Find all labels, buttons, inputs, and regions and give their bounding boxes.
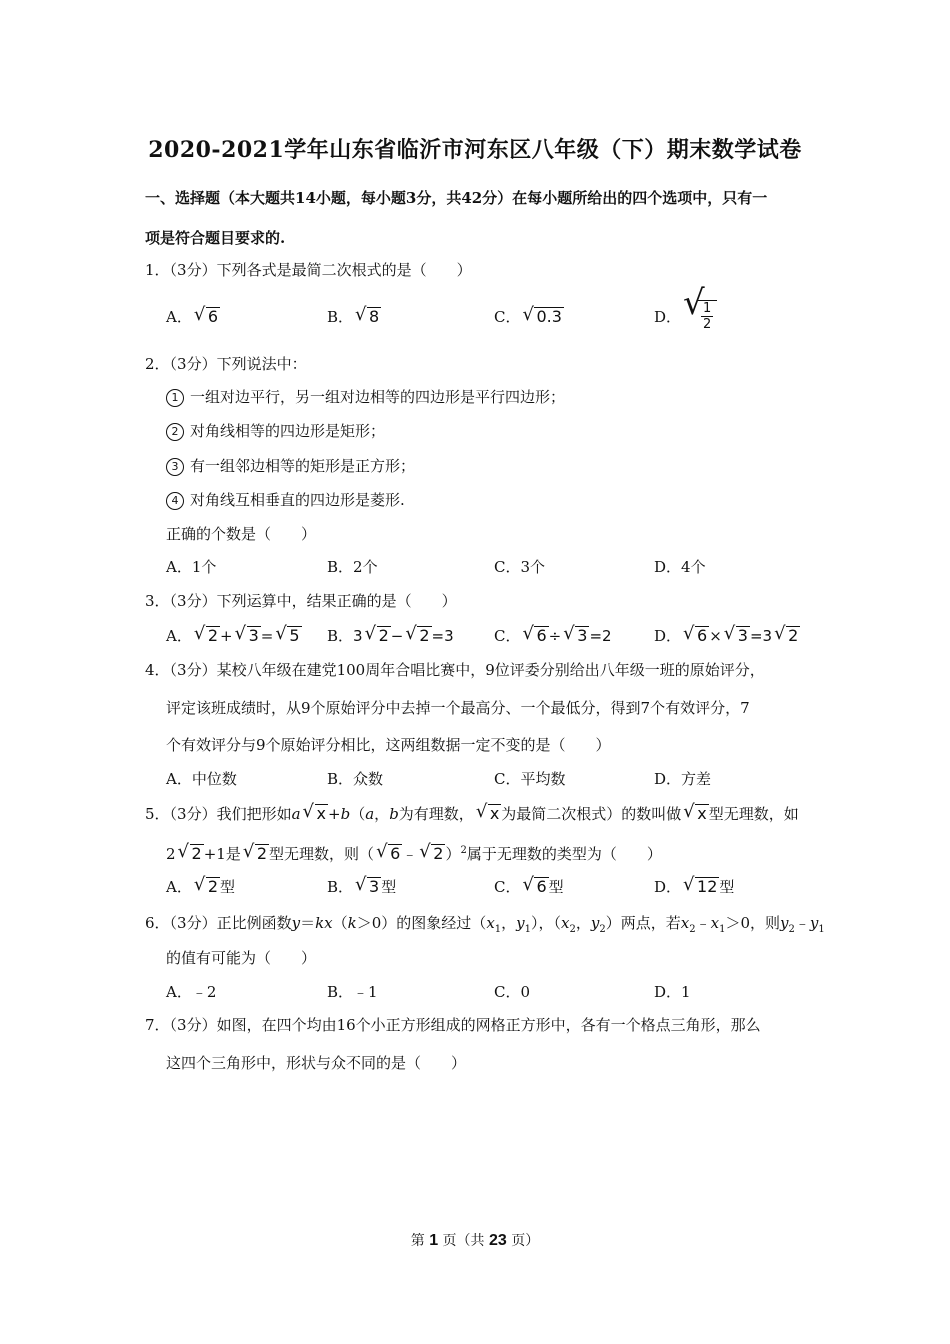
q3-b-label: B． [327,627,354,645]
q1-a-radicand: 6 [207,307,219,326]
q5-radicand-x-3: x [697,804,707,823]
q3-c-label: C． [494,627,521,645]
q1-d-label: D． [654,308,682,326]
q3-option-c [494,625,612,647]
q3-b-radicand-2: 2 [419,626,430,645]
q5-b-label: B． [327,878,354,896]
q6-text-3: ），（ [531,914,562,932]
q3-b-operator: − [390,627,404,645]
circled-number-3: 3 [166,458,184,476]
q4-line-2: 评定该班成绩时，从9个原始评分中去掉一个最高分、一个最低分，得到7个有效评分，7 [166,699,750,717]
q6-sub-7: 2 [788,924,795,935]
q4-option-d: D．方差 [654,770,712,788]
q3-a-equals: = [260,627,274,645]
q6-var-y: y [291,914,301,932]
q5-line-1 [145,803,799,825]
q1-option-a [166,306,220,328]
q3-a-radicand-3: 5 [289,626,300,645]
q5-text-1: 5．（3分）我们把形如 [145,805,292,823]
q5-c-radical [522,876,548,898]
q5-radicand-x-1: x [316,804,327,823]
q6-paren: （ [332,914,348,932]
q3-b-radical-2 [405,625,431,647]
q1-a-radical [194,306,220,328]
q5-coef-2: 2 [166,845,176,863]
q4-line-1: 4．（3分）某校八年级在建党100周年合唱比赛中，9位评委分别给出八年级一班的原始评分， [145,661,765,679]
q1-b-radical [355,306,381,328]
q3-c-radicand-1: 6 [536,626,547,645]
q3-b-radical-1 [365,625,391,647]
q6-sub-5: 2 [689,924,696,935]
q3-d-radical-2 [724,625,750,647]
q5-radical-x-3 [683,803,708,825]
q5-radical-6 [376,843,402,865]
q5-b-radical [355,876,381,898]
q5-text-2: （ [350,805,366,823]
q6-y2: y [590,914,600,932]
section-heading-line1: 一、选择题（本大题共14小题，每小题3分，共42分）在每小题所给出的四个选项中，只有一 [145,189,768,207]
q6-sub-2: 1 [524,924,532,935]
footer-page-number: 1 [429,1232,439,1249]
q5-exponent: 2 [460,845,467,856]
q2-statement-3-text: 有一组邻边相等的矩形是正方形； [190,457,416,475]
q3-a-radicand-2: 3 [248,626,259,645]
q2-option-a: A．1个 [166,558,217,576]
section-heading-line2: 项是符合题目要求的. [145,229,286,247]
q5-radicand-2a: 2 [191,844,202,863]
q5-c-label: C． [494,878,521,896]
q2-option-d: D．4个 [654,558,706,576]
q4-option-b: B．众数 [327,770,384,788]
q6-minus-1: ﹣ [695,914,711,932]
q6-minus-2: ﹣ [794,914,810,932]
q6-y1: y [516,914,525,932]
q3-d-radicand-3: 2 [788,626,799,645]
q6-option-b: B．﹣1 [327,983,378,1001]
q5-var-b: b [340,805,351,823]
q1-option-d [654,300,717,332]
q6-var-kx: kx [315,914,333,932]
q6-y2-b: y [780,914,789,932]
q2-option-b: B．2个 [327,558,378,576]
q6-text-1: 6．（3分）正比例函数 [145,914,292,932]
q6-var-k: k [347,914,357,932]
q3-c-radicand-2: 3 [577,626,588,645]
q1-d-radical [683,300,717,332]
q6-x1-b: x [710,914,720,932]
q5-b-radicand: 3 [369,877,380,896]
q6-x2: x [561,914,570,932]
q6-equals: ＝ [300,914,316,932]
page-footer [0,1230,950,1250]
q2-statement-2 [166,420,385,442]
q1-option-b [327,306,381,328]
q5-c-type: 型 [548,878,564,896]
q6-text-5: ＞0，则 [725,914,781,932]
q6-sub-4: 2 [599,924,606,935]
q5-option-c [494,876,564,898]
q5-radical-2a [178,843,204,865]
q6-sub-1: 1 [494,924,502,935]
q5-d-radicand: 12 [697,877,718,896]
q2-stem: 2．（3分）下列说法中： [145,355,307,373]
q5-radicand-6: 6 [390,844,401,863]
q5-option-d [654,876,734,898]
q1-d-numerator: √ 1 [703,301,712,316]
q3-stem: 3．（3分）下列运算中，结果正确的是（ ） [145,592,457,610]
q5-a-radicand: 2 [207,877,219,896]
q5-radical-2b [243,843,269,865]
q6-comma-1: ， [501,914,517,932]
q3-c-radical-1 [522,625,548,647]
q3-a-radicand-1: 2 [207,626,219,645]
q3-c-result: =2 [589,627,612,645]
q5-var-a: a [291,805,301,823]
q3-d-label: D． [654,627,682,645]
q2-statement-1 [166,386,565,408]
q3-a-label: A． [166,627,192,645]
q5-var-a-2: a [365,805,375,823]
q3-d-radical-1 [683,625,709,647]
q1-a-label: A． [166,308,192,326]
q6-line-1 [145,912,825,941]
q5-text-6: +1是 [203,845,241,863]
q2-statement-4-text: 对角线互相垂直的四边形是菱形. [190,491,405,509]
page-title: 2020-2021学年山东省临沂市河东区八年级（下）期末数学试卷 [148,137,802,163]
q1-d-denominator: 2 [703,317,712,332]
circled-number-4: 4 [166,492,184,510]
q5-var-b-2: b [389,805,399,823]
q3-a-radical-2 [235,625,261,647]
q5-minus: ﹣ [402,845,418,863]
q3-d-radicand-2: 3 [737,626,748,645]
footer-pre: 第 [410,1233,430,1249]
q6-sub-8: 1 [818,924,825,935]
q6-option-c: C．0 [494,983,531,1001]
q1-c-radicand: 0.3 [536,307,562,326]
q5-a-label: A． [166,878,192,896]
q5-radical-2c [419,843,445,865]
q5-line-2 [166,840,662,865]
q6-text-2: ＞0）的图象经过（ [356,914,487,932]
q3-c-radical-2 [563,625,589,647]
q2-statement-1-text: 一组对边平行，另一组对边相等的四边形是平行四边形； [190,388,566,406]
q6-sub-3: 2 [569,924,576,935]
q6-sub-6: 1 [719,924,726,935]
q3-b-result: =3 [431,627,454,645]
q3-b-radicand-1: 2 [378,626,389,645]
footer-post: 页） [506,1233,540,1249]
q3-a-radical-1 [194,625,220,647]
q3-a-operator: + [220,627,233,645]
q5-text-3: 为有理数， [398,805,474,823]
q4-option-a: A．中位数 [166,770,237,788]
q5-d-label: D． [654,878,682,896]
q5-option-b [327,876,396,898]
q3-option-a [166,625,302,647]
q6-option-d: D．1 [654,983,691,1001]
footer-total-pages: 23 [489,1232,507,1249]
q1-c-label: C． [494,308,521,326]
q5-d-type: 型 [719,878,735,896]
q5-a-radical [194,876,220,898]
q5-plus: + [328,805,341,823]
q5-text-5: 型无理数，如 [708,805,799,823]
q3-option-b [327,625,454,647]
q6-option-a: A．﹣2 [166,983,217,1001]
q5-b-type: 型 [381,878,397,896]
q5-radicand-x-2: x [489,804,500,823]
footer-mid: 页（共 [438,1233,489,1249]
q6-x1: x [486,914,495,932]
q3-c-operator: ÷ [548,627,562,645]
q5-d-radical [683,876,719,898]
q6-comma-2: ， [575,914,591,932]
q5-a-type: 型 [220,878,236,896]
q5-text-7: 型无理数，则（ [269,845,375,863]
q5-radicand-2c: 2 [433,844,444,863]
q2-statement-4 [166,489,405,511]
q3-a-radical-3 [275,625,301,647]
q3-d-operator: × [709,627,722,645]
q5-comma: ， [374,805,390,823]
q2-option-c: C．3个 [494,558,546,576]
q6-text-4: ）两点，若 [605,914,681,932]
circled-number-1: 1 [166,389,184,407]
q3-b-coefficient: 3 [353,627,363,645]
q3-option-d [654,625,800,647]
q1-d-fraction [701,301,713,332]
q6-y1-b: y [809,914,819,932]
q5-option-a [166,876,235,898]
q5-radical-x-2 [476,803,501,825]
q5-text-8: 属于无理数的类型为（ ） [466,845,662,863]
q1-b-label: B． [327,308,354,326]
q5-radical-x-1 [303,803,328,825]
q3-d-equals: =3 [749,627,773,645]
q2-ask: 正确的个数是（ ） [166,525,317,543]
q3-d-radicand-1: 6 [697,626,708,645]
q2-statement-3 [166,455,415,477]
q1-option-c [494,306,564,328]
q7-line-2: 这四个三角形中，形状与众不同的是（ ） [166,1054,467,1072]
q4-line-3: 个有效评分与9个原始评分相比，这两组数据一定不变的是（ ） [166,736,611,754]
q5-c-radicand: 6 [536,877,547,896]
q5-text-4: 为最简二次根式）的数叫做 [501,805,682,823]
q1-c-radical [522,306,563,328]
q1-stem: 1．（3分）下列各式是最简二次根式的是（ ） [145,261,472,279]
q6-line-2: 的值有可能为（ ） [166,949,317,967]
q1-b-radicand: 8 [369,307,380,326]
q5-radicand-2b: 2 [256,844,268,863]
q6-x2-b: x [680,914,690,932]
q5-close-paren: ） [445,845,461,863]
q4-option-c: C．平均数 [494,770,566,788]
circled-number-2: 2 [166,423,184,441]
q7-line-1: 7．（3分）如图，在四个均由16个小正方形组成的网格正方形中，各有一个格点三角形，那么 [145,1016,761,1034]
q3-d-radical-3 [774,625,800,647]
q2-statement-2-text: 对角线相等的四边形是矩形； [190,422,386,440]
